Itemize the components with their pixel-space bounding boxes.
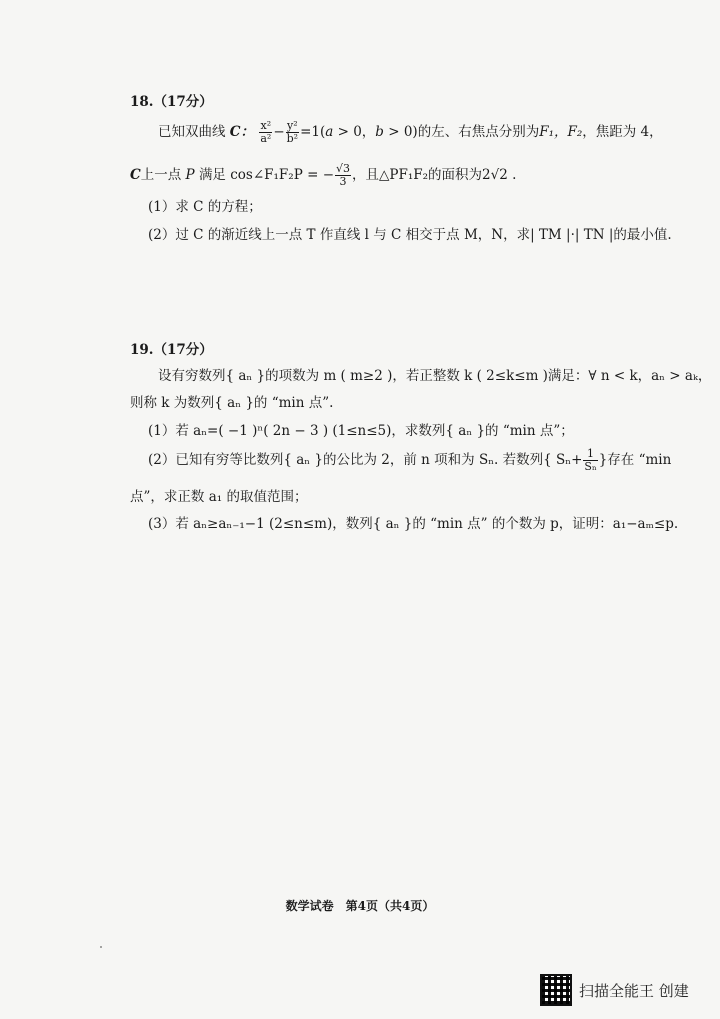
q18-part2: (2）过 C 的渐近线上一点 T 作直线 l 与 C 相交于点 M，N，求| TM |·| TN |的最小值.	[148, 227, 672, 243]
q19-line2: 则称 k 为数列{ aₙ }的 “min 点”.	[130, 395, 334, 411]
text: a	[325, 124, 334, 140]
text: }存在 “min	[598, 452, 672, 468]
frac-num: y²	[287, 119, 298, 132]
fraction-x	[259, 120, 272, 145]
text: F₁，F₂	[539, 124, 583, 140]
q19-line1: 设有穷数列{ aₙ }的项数为 m ( m≥2 )，若正整数 k ( 2≤k≤m )满足：∀ n < k，aₙ > aₖ，	[158, 368, 712, 384]
frac-num: x²	[260, 119, 272, 132]
scan-speck	[100, 946, 102, 948]
frac-num: 1	[583, 448, 597, 461]
text: b	[375, 124, 384, 140]
q19-part1: (1）若 aₙ=( −1 )ⁿ( 2n − 3 ) (1≤n≤5)，求数列{ aₙ }的 “min 点”；	[148, 423, 574, 439]
q19-part2	[148, 448, 671, 473]
scanner-watermark	[540, 972, 689, 1008]
fraction-sqrt3	[335, 163, 351, 188]
text: ，且△PF₁F₂的面积为2√2 .	[352, 167, 517, 183]
scanner-label: 扫描全能王 创建	[579, 981, 689, 1000]
text: (2）已知有穷等比数列{ aₙ }的公比为 2，前 n 项和为 Sₙ. 若数列{ Sₙ+	[148, 452, 583, 468]
text: 上一点	[140, 167, 182, 183]
frac-den: a²	[260, 132, 272, 145]
q18-part1: (1）求 C 的方程；	[148, 199, 262, 215]
text: > 0)的左、右焦点分别为	[383, 124, 540, 140]
frac-den: b²	[286, 132, 299, 145]
q18-line1: 已知双曲线 C： $\frac{\text{x²}}{\text{a²}}$ − $\frac{\text{y²}}{\text{b²}}$ =1(a > 0，b > 0)的左、右焦点分别为F₁，F₂，焦距为 4，	[158, 119, 663, 145]
text: =1(	[300, 124, 326, 140]
q19-part2-cont: 点”，求正数 a₁ 的取值范围；	[130, 489, 308, 505]
q18-header: 18.（17分）	[130, 94, 213, 110]
text: 已知双曲线	[158, 124, 226, 140]
text: C：	[229, 124, 255, 140]
text: 满足 cos∠F₁F₂P = −	[198, 167, 335, 183]
text: ，焦距为 4，	[582, 124, 663, 140]
frac-den: 3	[339, 175, 347, 188]
qr-code-icon	[540, 974, 572, 1006]
page-footer: 数学试卷 第4页（共4页）	[285, 899, 435, 913]
frac-den: Sₙ	[584, 460, 597, 473]
text: > 0，	[333, 124, 376, 140]
fraction-one-over-sn	[583, 448, 597, 473]
frac-num: √3	[336, 162, 351, 175]
q18-line2	[130, 163, 516, 188]
q19-part3: (3）若 aₙ≥aₙ₋₁−1 (2≤n≤m)，数列{ aₙ }的 “min 点” 的个数为 p，证明：a₁−aₘ≤p.	[148, 516, 679, 532]
text: P	[185, 167, 195, 183]
text: C	[130, 167, 141, 183]
q19-header: 19.（17分）	[130, 342, 213, 358]
fraction-y	[286, 120, 299, 145]
